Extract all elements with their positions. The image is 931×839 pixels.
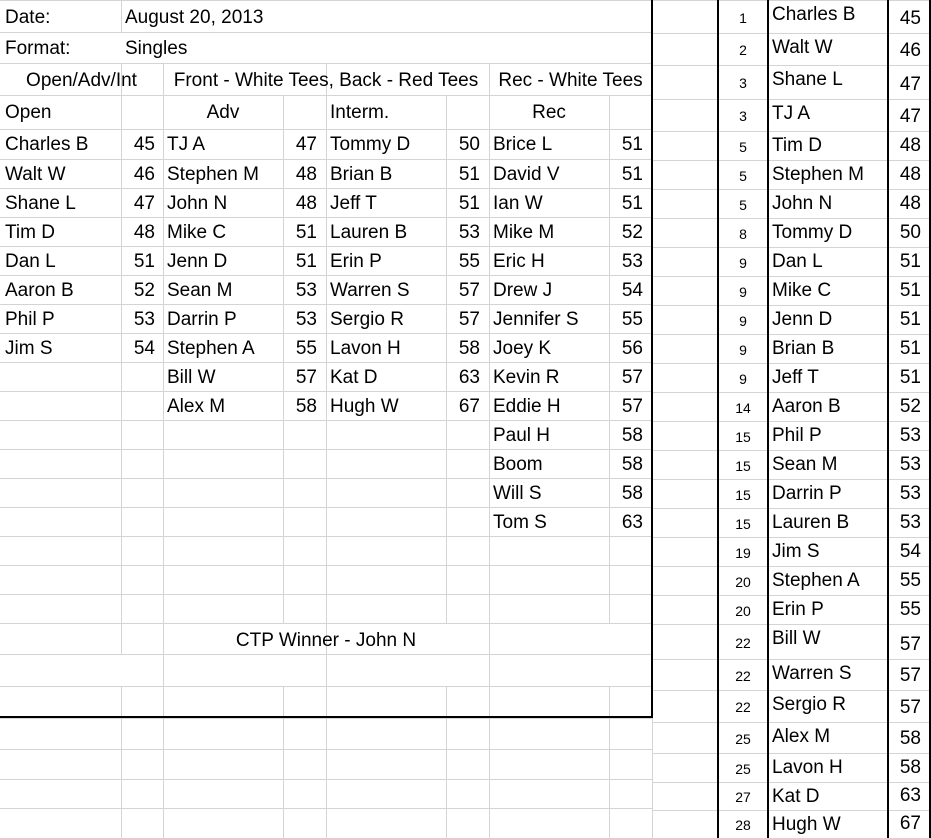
- division-title-adv: Adv: [206, 102, 240, 123]
- player-score: 51: [133, 251, 155, 272]
- grid-row-line: [652, 392, 931, 393]
- grid-row-line: [652, 508, 931, 509]
- grid-row-line: [652, 131, 931, 132]
- grid-column-line: [121, 0, 122, 32]
- grid-row-line: [652, 334, 931, 335]
- rank-player-score: 67: [899, 813, 921, 834]
- grid-row-line: [652, 160, 931, 161]
- grid-row-line: [652, 305, 931, 306]
- division-title-open: Open: [5, 102, 52, 123]
- rank-number: 15: [735, 457, 751, 474]
- player-score: 51: [621, 193, 643, 214]
- rank-player-score: 51: [899, 280, 921, 301]
- format-label: Format:: [5, 38, 71, 59]
- rank-player-name: Jeff T: [772, 367, 819, 388]
- player-score: 47: [295, 134, 317, 155]
- player-score: 53: [295, 309, 317, 330]
- player-score: 53: [295, 280, 317, 301]
- player-name: Dan L: [5, 251, 56, 272]
- rank-player-name: Charles B: [772, 4, 856, 25]
- grid-row-line: [652, 450, 931, 451]
- grid-row-line: [652, 595, 931, 596]
- grid-row-line: [652, 566, 931, 567]
- rank-number: 28: [735, 817, 751, 833]
- rank-player-score: 47: [899, 74, 921, 95]
- player-score: 57: [458, 280, 480, 301]
- rank-player-name: Jim S: [772, 541, 820, 562]
- player-name: Phil P: [5, 309, 55, 330]
- player-name: Jeff T: [330, 193, 377, 214]
- rank-player-name: Kat D: [772, 786, 820, 807]
- grid-row-line: [652, 810, 931, 811]
- grid-row-line: [652, 65, 931, 66]
- rank-player-score: 45: [899, 8, 921, 29]
- player-name: Will S: [493, 483, 542, 504]
- rank-player-name: Aaron B: [772, 396, 841, 417]
- rank-table-divider-1: [767, 0, 769, 838]
- rank-player-score: 48: [899, 164, 921, 185]
- player-score: 50: [458, 134, 480, 155]
- player-name: Tom S: [493, 512, 547, 533]
- player-name: Sean M: [167, 280, 233, 301]
- player-score: 53: [458, 222, 480, 243]
- rank-number: 2: [739, 42, 747, 58]
- player-score: 46: [133, 164, 155, 185]
- rank-number: 9: [739, 312, 747, 329]
- player-name: Tommy D: [330, 134, 411, 155]
- player-name: Ian W: [493, 193, 543, 214]
- rank-player-score: 58: [899, 728, 921, 749]
- rank-number: 5: [739, 196, 747, 213]
- player-score: 51: [621, 164, 643, 185]
- rank-player-score: 47: [899, 106, 921, 127]
- rank-player-score: 51: [899, 309, 921, 330]
- player-name: Mike M: [493, 222, 555, 243]
- rank-number: 20: [735, 573, 751, 590]
- rank-player-name: Alex M: [772, 726, 831, 747]
- rank-player-score: 51: [899, 338, 921, 359]
- rank-player-score: 48: [899, 193, 921, 214]
- rank-number: 9: [739, 283, 747, 300]
- rank-number: 25: [735, 730, 751, 747]
- rank-player-score: 53: [899, 512, 921, 533]
- rank-number: 5: [739, 138, 747, 155]
- grid-row-line: [0, 0, 652, 1]
- player-name: Aaron B: [5, 280, 74, 301]
- player-name: John N: [167, 193, 228, 214]
- rank-number: 5: [739, 167, 747, 184]
- player-name: Walt W: [5, 164, 66, 185]
- player-name: Kat D: [330, 367, 378, 388]
- player-score: 58: [621, 454, 643, 475]
- rank-player-score: 46: [899, 40, 921, 61]
- player-name: Lauren B: [330, 222, 408, 243]
- player-name: Boom: [493, 454, 543, 475]
- rank-player-score: 50: [899, 222, 921, 243]
- player-score: 52: [621, 222, 643, 243]
- rank-player-score: 57: [899, 665, 921, 686]
- rank-player-name: John N: [772, 193, 833, 214]
- rank-number: 25: [735, 760, 751, 777]
- rank-player-score: 48: [899, 135, 921, 156]
- ctp-winner: CTP Winner - John N: [235, 630, 417, 651]
- player-name: Brian B: [330, 164, 393, 185]
- player-name: Hugh W: [330, 396, 399, 417]
- player-score: 58: [458, 338, 480, 359]
- player-score: 54: [621, 280, 643, 301]
- player-score: 58: [621, 425, 643, 446]
- player-name: Shane L: [5, 193, 76, 214]
- grid-row-line: [652, 479, 931, 480]
- player-score: 48: [133, 222, 155, 243]
- rank-player-score: 53: [899, 454, 921, 475]
- rank-number: 14: [735, 399, 751, 416]
- player-name: Drew J: [493, 280, 553, 301]
- rank-player-name: Erin P: [772, 599, 824, 620]
- rank-player-score: 54: [899, 541, 921, 562]
- division-title-rec: Rec: [532, 102, 566, 123]
- grid-row-line: [652, 33, 931, 34]
- rank-player-score: 57: [899, 697, 921, 718]
- grid-column-line: [326, 63, 327, 838]
- rank-player-name: Phil P: [772, 425, 822, 446]
- rank-number: 19: [735, 544, 751, 561]
- player-name: Lavon H: [330, 338, 401, 359]
- player-score: 63: [621, 512, 643, 533]
- player-score: 57: [621, 396, 643, 417]
- player-score: 55: [295, 338, 317, 359]
- grid-column-line: [283, 686, 284, 838]
- player-score: 52: [133, 280, 155, 301]
- rank-number: 27: [735, 789, 751, 805]
- rank-player-name: Lavon H: [772, 757, 843, 778]
- player-name: Darrin P: [167, 309, 237, 330]
- grid-row-line: [652, 99, 931, 100]
- player-score: 58: [295, 396, 317, 417]
- player-score: 67: [458, 396, 480, 417]
- rank-number: 9: [739, 341, 747, 358]
- rank-player-score: 53: [899, 425, 921, 446]
- player-score: 63: [458, 367, 480, 388]
- player-score: 57: [295, 367, 317, 388]
- rank-player-name: Hugh W: [772, 814, 841, 835]
- rank-player-score: 55: [899, 570, 921, 591]
- grid-column-line: [489, 63, 490, 838]
- rank-player-name: Dan L: [772, 251, 823, 272]
- rank-player-name: Warren S: [772, 663, 852, 684]
- rank-number: 22: [735, 699, 751, 715]
- player-name: Paul H: [493, 425, 551, 446]
- player-name: Stephen M: [167, 164, 259, 185]
- player-score: 48: [295, 193, 317, 214]
- left-table-border-bottom: [0, 716, 653, 718]
- rank-player-name: Stephen M: [772, 164, 864, 185]
- rank-number: 15: [735, 515, 751, 532]
- player-name: Brice L: [493, 134, 553, 155]
- rank-player-name: Brian B: [772, 338, 835, 359]
- rank-player-name: Mike C: [772, 280, 832, 301]
- rank-player-name: Tommy D: [772, 222, 853, 243]
- grid-column-line: [446, 686, 447, 838]
- player-score: 53: [133, 309, 155, 330]
- rank-number: 8: [739, 225, 747, 242]
- rank-player-score: 57: [899, 634, 921, 655]
- rank-number: 15: [735, 486, 751, 503]
- player-name: Charles B: [5, 134, 89, 155]
- player-score: 58: [621, 483, 643, 504]
- rank-player-score: 58: [899, 757, 921, 778]
- player-score: 54: [133, 338, 155, 359]
- grid-row-line: [652, 276, 931, 277]
- tees-front-back: Front - White Tees, Back - Red Tees: [173, 70, 479, 91]
- grid-row-line: [652, 624, 931, 625]
- player-score: 53: [621, 251, 643, 272]
- rank-number: 9: [739, 254, 747, 271]
- rank-player-name: Lauren B: [772, 512, 850, 533]
- player-score: 55: [458, 251, 480, 272]
- grid-row-line: [652, 782, 931, 783]
- player-score: 51: [621, 134, 643, 155]
- grid-column-line: [121, 686, 122, 838]
- rank-player-score: 52: [899, 396, 921, 417]
- rank-player-score: 55: [899, 599, 921, 620]
- grid-column-line: [163, 63, 164, 838]
- rank-number: 3: [739, 108, 747, 124]
- left-table-border-right: [651, 0, 653, 718]
- grid-row-line: [652, 537, 931, 538]
- player-score: 45: [133, 134, 155, 155]
- grid-row-line: [652, 690, 931, 691]
- player-score: 48: [295, 164, 317, 185]
- grid-row-line: [0, 32, 652, 33]
- player-name: Mike C: [167, 222, 227, 243]
- player-name: Erin P: [330, 251, 382, 272]
- player-name: Sergio R: [330, 309, 404, 330]
- player-name: TJ A: [167, 134, 206, 155]
- grid-row-line: [652, 722, 931, 723]
- player-name: Tim D: [5, 222, 55, 243]
- grid-row-line: [652, 189, 931, 190]
- rank-player-score: 63: [899, 785, 921, 806]
- grid-row-line: [652, 0, 931, 1]
- player-score: 55: [621, 309, 643, 330]
- rank-number: 3: [739, 75, 747, 91]
- format-value: Singles: [125, 38, 188, 59]
- rank-player-name: Sean M: [772, 454, 838, 475]
- rank-player-score: 53: [899, 483, 921, 504]
- player-score: 51: [458, 193, 480, 214]
- rank-player-name: Sergio R: [772, 694, 846, 715]
- rank-player-name: Bill W: [772, 628, 821, 649]
- player-name: Eddie H: [493, 396, 561, 417]
- player-name: Kevin R: [493, 367, 560, 388]
- player-name: Stephen A: [167, 338, 255, 359]
- rank-player-name: Tim D: [772, 135, 822, 156]
- grid-row-line: [652, 659, 931, 660]
- date-value: August 20, 2013: [125, 7, 264, 28]
- rank-player-score: 51: [899, 367, 921, 388]
- player-name: Warren S: [330, 280, 410, 301]
- rank-player-name: Stephen A: [772, 570, 860, 591]
- grid-column-line: [609, 686, 610, 838]
- player-name: Bill W: [167, 367, 216, 388]
- rank-player-name: TJ A: [772, 103, 811, 124]
- rank-number: 1: [739, 9, 747, 26]
- grid-row-line: [652, 247, 931, 248]
- grid-row-line: [652, 218, 931, 219]
- player-name: Jennifer S: [493, 309, 579, 330]
- date-label: Date:: [5, 7, 51, 28]
- grid-row-line: [652, 421, 931, 422]
- player-score: 57: [621, 367, 643, 388]
- player-score: 47: [133, 193, 155, 214]
- tees-rec: Rec - White Tees: [498, 70, 643, 91]
- division-title-interm: Interm.: [330, 102, 390, 123]
- player-score: 51: [458, 164, 480, 185]
- player-name: Joey K: [493, 338, 552, 359]
- player-name: Jim S: [5, 338, 53, 359]
- grid-row-line: [652, 363, 931, 364]
- rank-number: 22: [735, 667, 751, 684]
- player-score: 57: [458, 309, 480, 330]
- rank-player-score: 51: [899, 251, 921, 272]
- player-score: 56: [621, 338, 643, 359]
- rank-number: 15: [735, 428, 751, 445]
- player-name: Jenn D: [167, 251, 228, 272]
- rank-player-name: Darrin P: [772, 483, 842, 504]
- division-label: Open/Adv/Int: [26, 70, 137, 91]
- player-name: Alex M: [167, 396, 226, 417]
- player-score: 51: [295, 251, 317, 272]
- player-name: David V: [493, 164, 560, 185]
- rank-number: 9: [739, 370, 747, 387]
- rank-player-name: Shane L: [772, 69, 843, 90]
- rank-player-name: Walt W: [772, 37, 833, 58]
- rank-number: 20: [735, 602, 751, 619]
- grid-row-line: [652, 753, 931, 754]
- rank-number: 22: [735, 634, 751, 651]
- player-score: 51: [295, 222, 317, 243]
- player-name: Eric H: [493, 251, 545, 272]
- rank-player-name: Jenn D: [772, 309, 833, 330]
